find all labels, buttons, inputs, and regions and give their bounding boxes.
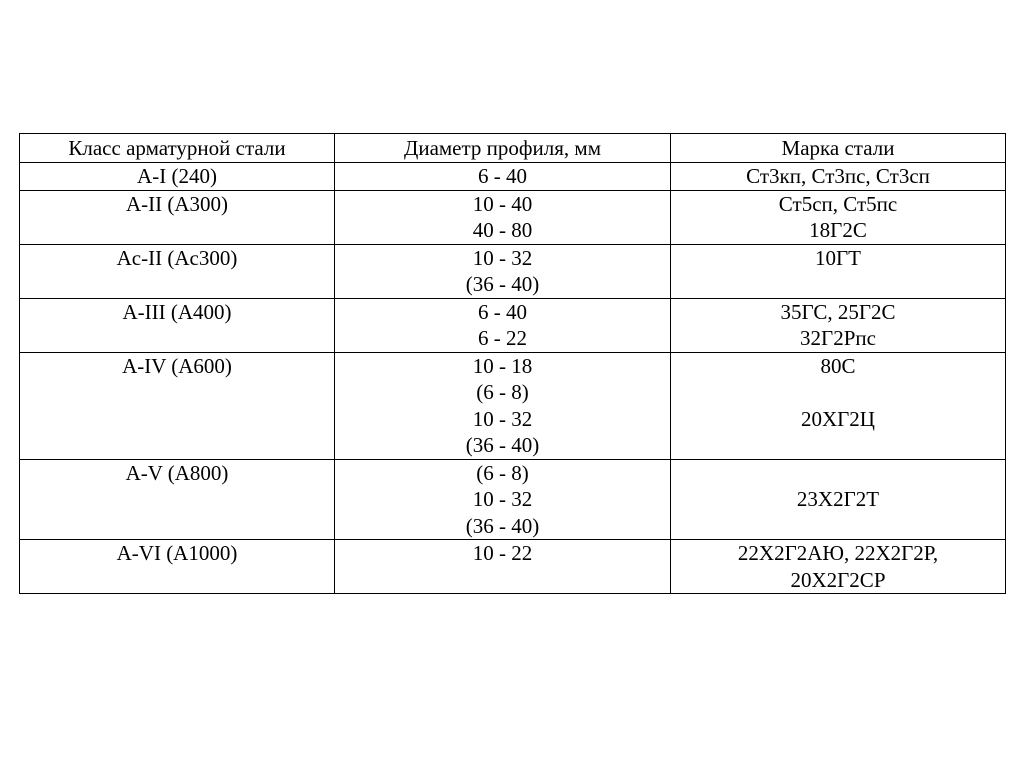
cell-diameter-line: (6 - 8) — [476, 460, 529, 485]
table-row — [20, 540, 1006, 594]
table-body — [20, 163, 1006, 594]
cell-diameter — [335, 352, 671, 459]
cell-diameter — [335, 163, 671, 191]
header-grade: Марка стали — [671, 134, 1006, 163]
cell-diameter-line: 6 - 40 — [478, 299, 527, 324]
cell-diameter-line: 10 - 22 — [472, 541, 533, 565]
cell-diameter-line: 10 - 40 — [472, 191, 533, 216]
cell-diameter-line: 6 - 40 — [478, 164, 527, 188]
cell-grade — [671, 244, 1006, 298]
cell-steel-class-line: Ac-II (Ac300) — [116, 245, 238, 270]
cell-steel-class-line: A-IV (A600) — [122, 353, 232, 378]
cell-grade — [671, 190, 1006, 244]
cell-grade-line: 20ХГ2Ц — [801, 406, 875, 431]
cell-grade-line: 80С — [820, 353, 856, 378]
cell-steel-class — [20, 352, 335, 459]
header-diameter: Диаметр профиля, мм — [335, 134, 671, 163]
cell-diameter-line: (36 - 40) — [465, 272, 540, 296]
cell-diameter — [335, 190, 671, 244]
cell-grade-line: Ст3кп, Ст3пс, Ст3сп — [746, 164, 930, 188]
cell-steel-class — [20, 298, 335, 352]
table-row — [20, 352, 1006, 459]
cell-grade — [671, 352, 1006, 459]
cell-grade — [671, 163, 1006, 191]
cell-steel-class-line: A-I (240) — [137, 164, 217, 188]
reinforcement-steel-table — [19, 133, 1006, 594]
header-steel-class: Класс арматурной стали — [20, 134, 335, 163]
cell-diameter — [335, 540, 671, 594]
cell-diameter-line: 10 - 32 — [472, 406, 533, 431]
cell-steel-class-line: A-V (A800) — [125, 460, 229, 485]
table-row — [20, 298, 1006, 352]
cell-grade-line: 23Х2Г2Т — [796, 487, 880, 511]
cell-grade-line: 20Х2Г2СР — [790, 567, 886, 592]
cell-diameter — [335, 244, 671, 298]
cell-steel-class — [20, 540, 335, 594]
cell-grade — [671, 298, 1006, 352]
cell-diameter-line: 10 - 32 — [472, 245, 533, 270]
cell-steel-class-line: A-II (A300) — [125, 191, 229, 216]
cell-grade-line: Ст5сп, Ст5пс — [778, 191, 898, 216]
cell-diameter-line: (36 - 40) — [465, 433, 540, 457]
cell-grade-line: 10ГТ — [815, 245, 861, 270]
cell-diameter — [335, 298, 671, 352]
cell-grade — [671, 540, 1006, 594]
cell-grade — [671, 459, 1006, 540]
table-row — [20, 244, 1006, 298]
cell-steel-class — [20, 459, 335, 540]
cell-steel-class — [20, 244, 335, 298]
cell-steel-class — [20, 163, 335, 191]
cell-diameter-line: 10 - 32 — [472, 487, 533, 511]
table-row — [20, 190, 1006, 244]
cell-steel-class-line: A-VI (A1000) — [116, 541, 238, 565]
cell-steel-class-line: A-III (A400) — [122, 299, 232, 324]
cell-steel-class — [20, 190, 335, 244]
table-row — [20, 163, 1006, 191]
cell-diameter — [335, 459, 671, 540]
cell-grade-line: 32Г2Рпс — [800, 326, 876, 350]
cell-diameter-line: 10 - 18 — [472, 353, 533, 378]
cell-grade-line: 22Х2Г2АЮ, 22Х2Г2Р, — [737, 541, 939, 565]
cell-grade-line: 35ГС, 25Г2С — [780, 299, 896, 324]
cell-grade-line: 18Г2С — [809, 218, 867, 242]
cell-diameter-line: (6 - 8) — [476, 380, 529, 404]
cell-diameter-line: 6 - 22 — [478, 326, 527, 350]
table-header-row — [20, 134, 1006, 163]
cell-diameter-line: (36 - 40) — [465, 513, 540, 538]
table-row — [20, 459, 1006, 540]
cell-diameter-line: 40 - 80 — [472, 218, 533, 242]
